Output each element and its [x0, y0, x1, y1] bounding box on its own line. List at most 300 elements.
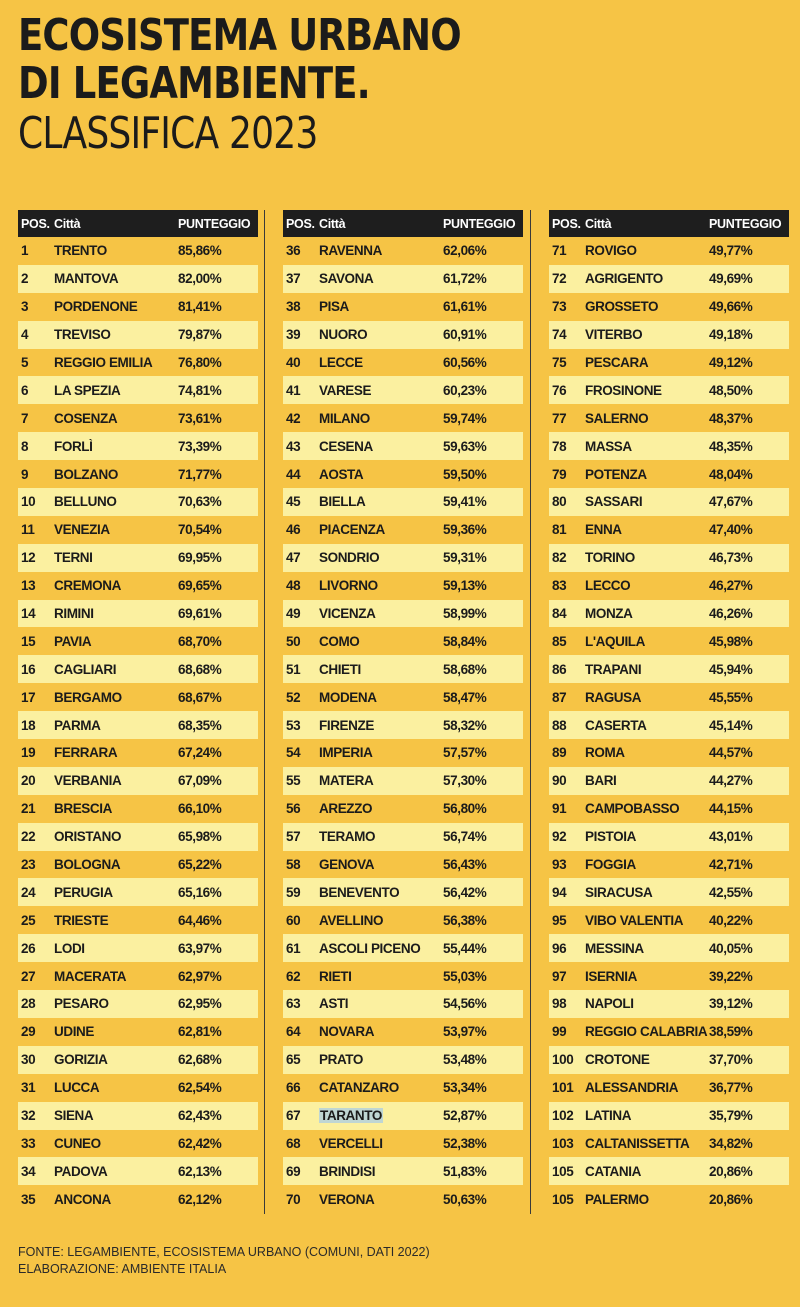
- rank-cell: 80: [552, 494, 567, 510]
- table-row: [18, 851, 258, 879]
- score-cell: 45,94%: [709, 661, 753, 677]
- score-cell: 62,81%: [178, 1024, 222, 1040]
- title-line-2: DI LEGAMBIENTE.: [18, 58, 370, 109]
- rank-cell: 10: [21, 494, 36, 510]
- table-row: [283, 432, 523, 460]
- table-row: [283, 990, 523, 1018]
- rank-cell: 37: [286, 271, 301, 287]
- rank-cell: 43: [286, 438, 301, 454]
- score-cell: 59,41%: [443, 494, 487, 510]
- rank-cell: 75: [552, 355, 567, 370]
- title-line-1: ECOSISTEMA URBANO: [18, 10, 461, 61]
- city-cell: GENOVA: [319, 857, 375, 873]
- rank-cell: 103: [552, 1135, 574, 1151]
- score-cell: 20,86%: [709, 1191, 753, 1207]
- rank-cell: 79: [552, 466, 567, 482]
- table-row: [18, 906, 258, 934]
- score-cell: 38,59%: [709, 1024, 753, 1040]
- rank-cell: 87: [552, 689, 567, 705]
- rank-cell: 77: [552, 410, 567, 426]
- score-cell: 50,63%: [443, 1191, 487, 1207]
- rank-cell: 4: [21, 327, 29, 343]
- score-cell: 82,00%: [178, 271, 222, 287]
- city-cell: PISA: [319, 299, 349, 315]
- table-row: [549, 1018, 789, 1046]
- score-cell: 67,24%: [178, 745, 222, 761]
- header-score: PUNTEGGIO: [443, 216, 516, 231]
- rank-cell: 12: [21, 550, 36, 566]
- rank-cell: 53: [286, 717, 301, 733]
- city-cell: TRENTO: [54, 243, 107, 259]
- score-cell: 65,16%: [178, 884, 222, 900]
- city-cell: AOSTA: [319, 466, 364, 482]
- table-row: [549, 990, 789, 1018]
- score-cell: 39,12%: [709, 996, 753, 1012]
- rank-cell: 31: [21, 1080, 36, 1096]
- city-cell: BIELLA: [319, 494, 366, 510]
- rank-cell: 6: [21, 382, 29, 398]
- rank-cell: 5: [21, 355, 29, 370]
- rank-cell: 45: [286, 494, 301, 510]
- table-row: [18, 934, 258, 962]
- rank-cell: 93: [552, 857, 567, 873]
- score-cell: 48,04%: [709, 466, 753, 482]
- header-pos: POS.: [286, 216, 315, 231]
- rank-cell: 97: [552, 968, 567, 984]
- score-cell: 44,57%: [709, 745, 753, 761]
- score-cell: 62,06%: [443, 243, 487, 259]
- footer-source: FONTE: LEGAMBIENTE, ECOSISTEMA URBANO (COMUNI, DATI 2022): [18, 1245, 430, 1259]
- table-row: [18, 683, 258, 711]
- rank-cell: 84: [552, 606, 567, 622]
- table-row: [283, 683, 523, 711]
- table-row: [283, 655, 523, 683]
- table-row: [18, 572, 258, 600]
- city-cell: PORDENONE: [54, 299, 138, 315]
- table-row: [283, 739, 523, 767]
- table-row: [18, 795, 258, 823]
- highlighted-city: TARANTO: [320, 1108, 382, 1124]
- score-cell: 47,40%: [709, 522, 753, 538]
- score-cell: 36,77%: [709, 1080, 753, 1096]
- city-cell: CREMONA: [54, 578, 121, 594]
- city-cell: GROSSETO: [585, 299, 659, 315]
- table-row: [18, 878, 258, 906]
- city-cell: NOVARA: [319, 1024, 375, 1040]
- city-cell: VIBO VALENTIA: [585, 912, 684, 928]
- table-row: [18, 711, 258, 739]
- score-cell: 48,50%: [709, 382, 753, 398]
- score-cell: 62,68%: [178, 1052, 222, 1068]
- table-row: [18, 349, 258, 377]
- score-cell: 62,42%: [178, 1135, 222, 1151]
- rank-cell: 46: [286, 522, 301, 538]
- score-cell: 56,42%: [443, 884, 487, 900]
- table-row: [283, 349, 523, 377]
- city-cell: REGGIO CALABRIA: [585, 1024, 708, 1040]
- table-row: [283, 627, 523, 655]
- table-row: [18, 962, 258, 990]
- table-row: [283, 711, 523, 739]
- rank-cell: 52: [286, 689, 301, 705]
- rank-cell: 71: [552, 243, 567, 259]
- score-cell: 51,83%: [443, 1163, 487, 1179]
- table-row: [18, 265, 258, 293]
- score-cell: 69,95%: [178, 550, 222, 566]
- city-cell: CUNEO: [54, 1135, 101, 1151]
- table-row: [283, 572, 523, 600]
- city-cell: PESCARA: [585, 355, 649, 370]
- score-cell: 64,46%: [178, 912, 222, 928]
- score-cell: 47,67%: [709, 494, 753, 510]
- rank-cell: 20: [21, 773, 36, 789]
- rank-cell: 64: [286, 1024, 301, 1040]
- table-row: [283, 600, 523, 628]
- city-cell: RAGUSA: [585, 689, 642, 705]
- table-row: [18, 321, 258, 349]
- table-row: [283, 488, 523, 516]
- table-row: [549, 934, 789, 962]
- header-pos: POS.: [21, 216, 50, 231]
- score-cell: 42,71%: [709, 857, 753, 873]
- city-cell: MILANO: [319, 410, 370, 426]
- rank-cell: 90: [552, 773, 567, 789]
- score-cell: 53,97%: [443, 1024, 487, 1040]
- score-cell: 59,74%: [443, 410, 487, 426]
- city-cell: MONZA: [585, 606, 633, 622]
- table-row: [549, 321, 789, 349]
- score-cell: 49,66%: [709, 299, 753, 315]
- score-cell: 58,32%: [443, 717, 487, 733]
- score-cell: 58,84%: [443, 633, 487, 649]
- city-cell: AGRIGENTO: [585, 271, 663, 287]
- city-cell: MATERA: [319, 773, 374, 789]
- table-row: [18, 488, 258, 516]
- table-row: [549, 432, 789, 460]
- rank-cell: 11: [21, 522, 35, 538]
- table-row: [283, 878, 523, 906]
- score-cell: 35,79%: [709, 1108, 753, 1124]
- city-cell: ORISTANO: [54, 829, 122, 845]
- table-row: [18, 1074, 258, 1102]
- city-cell: CAGLIARI: [54, 661, 117, 677]
- city-cell: FOGGIA: [585, 857, 636, 873]
- rank-cell: 14: [21, 606, 36, 622]
- rank-cell: 82: [552, 550, 567, 566]
- score-cell: 58,99%: [443, 606, 487, 622]
- table-row: [283, 1074, 523, 1102]
- table-row: [18, 1185, 258, 1213]
- table-row: [18, 1018, 258, 1046]
- table-row: [283, 767, 523, 795]
- city-cell: VERCELLI: [319, 1135, 383, 1151]
- city-cell: ALESSANDRIA: [585, 1080, 679, 1096]
- score-cell: 69,61%: [178, 606, 222, 622]
- score-cell: 66,10%: [178, 801, 222, 817]
- rank-cell: 83: [552, 578, 567, 594]
- table-row: [283, 460, 523, 488]
- city-cell: TREVISO: [54, 327, 111, 343]
- table-row: [18, 627, 258, 655]
- table-row: [283, 1185, 523, 1213]
- city-cell: LUCCA: [54, 1080, 100, 1096]
- table-row: [283, 1157, 523, 1185]
- city-cell: ASCOLI PICENO: [319, 940, 421, 956]
- ranking-column-1: [18, 210, 258, 1213]
- city-cell: BARI: [585, 773, 617, 789]
- rank-cell: 67: [286, 1108, 301, 1124]
- city-cell: GORIZIA: [54, 1052, 108, 1068]
- city-cell: BOLOGNA: [54, 857, 121, 873]
- city-cell: ROVIGO: [585, 243, 637, 259]
- city-cell: L'AQUILA: [585, 633, 646, 649]
- table-header: [549, 210, 789, 237]
- table-row: [18, 376, 258, 404]
- city-cell: MACERATA: [54, 968, 127, 984]
- score-cell: 57,30%: [443, 773, 487, 789]
- header-city: Città: [585, 216, 612, 231]
- page-title: [18, 10, 545, 160]
- rank-cell: 74: [552, 327, 567, 343]
- table-rows: [549, 237, 789, 1213]
- score-cell: 68,67%: [178, 689, 222, 705]
- score-cell: 34,82%: [709, 1135, 753, 1151]
- rank-cell: 8: [21, 438, 29, 454]
- table-header: [283, 210, 523, 237]
- rank-cell: 30: [21, 1052, 36, 1068]
- city-cell: ASTI: [319, 996, 349, 1012]
- score-cell: 81,41%: [178, 299, 222, 315]
- rank-cell: 57: [286, 829, 301, 845]
- score-cell: 49,69%: [709, 271, 753, 287]
- table-row: [283, 906, 523, 934]
- table-row: [18, 990, 258, 1018]
- city-cell: NUORO: [319, 327, 368, 343]
- score-cell: 49,18%: [709, 327, 753, 343]
- city-cell: MESSINA: [585, 940, 644, 956]
- city-cell: NAPOLI: [585, 996, 634, 1012]
- rank-cell: 18: [21, 717, 36, 733]
- table-row: [549, 655, 789, 683]
- score-cell: 40,22%: [709, 912, 753, 928]
- score-cell: 57,57%: [443, 745, 487, 761]
- rank-cell: 63: [286, 996, 301, 1012]
- table-row: [18, 516, 258, 544]
- rank-cell: 99: [552, 1024, 567, 1040]
- column-divider-1: [264, 210, 265, 1214]
- score-cell: 37,70%: [709, 1052, 753, 1068]
- rank-cell: 32: [21, 1108, 36, 1124]
- table-row: [549, 1102, 789, 1130]
- score-cell: 59,13%: [443, 578, 487, 594]
- rank-cell: 73: [552, 299, 567, 315]
- table-row: [18, 544, 258, 572]
- score-cell: 58,68%: [443, 661, 487, 677]
- table-row: [549, 600, 789, 628]
- column-divider-2: [530, 210, 531, 1214]
- city-cell: PARMA: [54, 717, 101, 733]
- city-cell: SONDRIO: [319, 550, 380, 566]
- table-row: [283, 321, 523, 349]
- score-cell: 60,56%: [443, 355, 487, 370]
- table-row: [549, 711, 789, 739]
- rank-cell: 15: [21, 633, 36, 649]
- rank-cell: 26: [21, 940, 36, 956]
- city-cell: AREZZO: [319, 801, 373, 817]
- rank-cell: 105: [552, 1163, 574, 1179]
- rank-cell: 34: [21, 1163, 36, 1179]
- city-cell: ROMA: [585, 745, 625, 761]
- rank-cell: 78: [552, 438, 567, 454]
- city-cell: CROTONE: [585, 1052, 650, 1068]
- city-cell: CATANIA: [585, 1163, 641, 1179]
- table-row: [549, 1185, 789, 1213]
- table-row: [549, 460, 789, 488]
- header-score: PUNTEGGIO: [178, 216, 251, 231]
- city-cell: COSENZA: [54, 410, 118, 426]
- rank-cell: 95: [552, 912, 567, 928]
- table-row: [283, 404, 523, 432]
- score-cell: 61,72%: [443, 271, 487, 287]
- score-cell: 70,63%: [178, 494, 222, 510]
- rank-cell: 86: [552, 661, 567, 677]
- city-cell: LA SPEZIA: [54, 382, 121, 398]
- rank-cell: 66: [286, 1080, 301, 1096]
- city-cell: TERAMO: [319, 829, 376, 845]
- score-cell: 46,73%: [709, 550, 753, 566]
- rank-cell: 105: [552, 1191, 574, 1207]
- city-cell: RIMINI: [54, 606, 94, 622]
- table-row: [549, 1046, 789, 1074]
- score-cell: 59,63%: [443, 438, 487, 454]
- city-cell: PADOVA: [54, 1163, 108, 1179]
- rank-cell: 68: [286, 1135, 301, 1151]
- title-line-3: CLASSIFICA 2023: [18, 108, 318, 159]
- rank-cell: 47: [286, 550, 301, 566]
- city-cell: ENNA: [585, 522, 622, 538]
- city-cell: BENEVENTO: [319, 884, 400, 900]
- header-city: Città: [319, 216, 346, 231]
- score-cell: 53,34%: [443, 1080, 487, 1096]
- city-cell: MASSA: [585, 438, 632, 454]
- city-cell: COMO: [319, 633, 360, 649]
- rank-cell: 22: [21, 829, 36, 845]
- score-cell: 59,36%: [443, 522, 487, 538]
- rank-cell: 3: [21, 299, 29, 315]
- city-cell: VITERBO: [585, 327, 643, 343]
- rank-cell: 96: [552, 940, 567, 956]
- score-cell: 52,38%: [443, 1135, 487, 1151]
- rank-cell: 41: [286, 382, 301, 398]
- table-row: [283, 544, 523, 572]
- city-cell: BELLUNO: [54, 494, 117, 510]
- table-row: [549, 404, 789, 432]
- city-cell: [319, 1108, 443, 1123]
- table-row: [549, 851, 789, 879]
- rank-cell: 25: [21, 912, 36, 928]
- rank-cell: 7: [21, 410, 29, 426]
- table-row: [549, 1157, 789, 1185]
- rank-cell: 2: [21, 271, 29, 287]
- city-cell: FORLÌ: [54, 438, 93, 454]
- city-cell: VERONA: [319, 1191, 375, 1207]
- rank-cell: 40: [286, 355, 301, 370]
- table-rows: [283, 237, 523, 1213]
- score-cell: 49,12%: [709, 355, 753, 370]
- rank-cell: 58: [286, 857, 301, 873]
- city-cell: RAVENNA: [319, 243, 382, 259]
- table-row: [283, 1046, 523, 1074]
- table-row: [283, 237, 523, 265]
- table-row: [549, 906, 789, 934]
- table-row: [18, 655, 258, 683]
- table-row: [283, 851, 523, 879]
- city-cell: CASERTA: [585, 717, 647, 733]
- city-cell: PERUGIA: [54, 884, 113, 900]
- rank-cell: 92: [552, 829, 567, 845]
- table-row: [18, 600, 258, 628]
- rank-cell: 72: [552, 271, 567, 287]
- score-cell: 62,95%: [178, 996, 222, 1012]
- rank-cell: 38: [286, 299, 301, 315]
- score-cell: 43,01%: [709, 829, 753, 845]
- rank-cell: 17: [21, 689, 36, 705]
- score-cell: 61,61%: [443, 299, 487, 315]
- rank-cell: 50: [286, 633, 301, 649]
- table-row: [549, 544, 789, 572]
- table-rows: [18, 237, 258, 1213]
- table-row: [18, 767, 258, 795]
- rank-cell: 54: [286, 745, 301, 761]
- city-cell: PIACENZA: [319, 522, 385, 538]
- score-cell: 56,80%: [443, 801, 487, 817]
- score-cell: 48,37%: [709, 410, 753, 426]
- table-row: [283, 376, 523, 404]
- rank-cell: 42: [286, 410, 301, 426]
- table-row: [549, 739, 789, 767]
- rank-cell: 33: [21, 1135, 36, 1151]
- city-cell: TRAPANI: [585, 661, 642, 677]
- city-cell: BRESCIA: [54, 801, 112, 817]
- score-cell: 44,27%: [709, 773, 753, 789]
- score-cell: 63,97%: [178, 940, 222, 956]
- table-row: [283, 962, 523, 990]
- rank-cell: 76: [552, 382, 567, 398]
- table-header: [18, 210, 258, 237]
- city-cell: CATANZARO: [319, 1080, 399, 1096]
- score-cell: 46,27%: [709, 578, 753, 594]
- rank-cell: 49: [286, 606, 301, 622]
- table-row: [549, 823, 789, 851]
- rank-cell: 28: [21, 996, 36, 1012]
- score-cell: 62,12%: [178, 1191, 222, 1207]
- table-row: [549, 237, 789, 265]
- city-cell: UDINE: [54, 1024, 95, 1040]
- rank-cell: 59: [286, 884, 301, 900]
- score-cell: 56,38%: [443, 912, 487, 928]
- score-cell: 73,61%: [178, 410, 222, 426]
- city-cell: FROSINONE: [585, 382, 662, 398]
- table-row: [18, 1157, 258, 1185]
- score-cell: 42,55%: [709, 884, 753, 900]
- table-row: [18, 1102, 258, 1130]
- rank-cell: 61: [286, 940, 301, 956]
- table-row: [549, 878, 789, 906]
- ranking-column-3: [549, 210, 789, 1213]
- rank-cell: 23: [21, 857, 36, 873]
- score-cell: 55,03%: [443, 968, 487, 984]
- score-cell: 59,50%: [443, 466, 487, 482]
